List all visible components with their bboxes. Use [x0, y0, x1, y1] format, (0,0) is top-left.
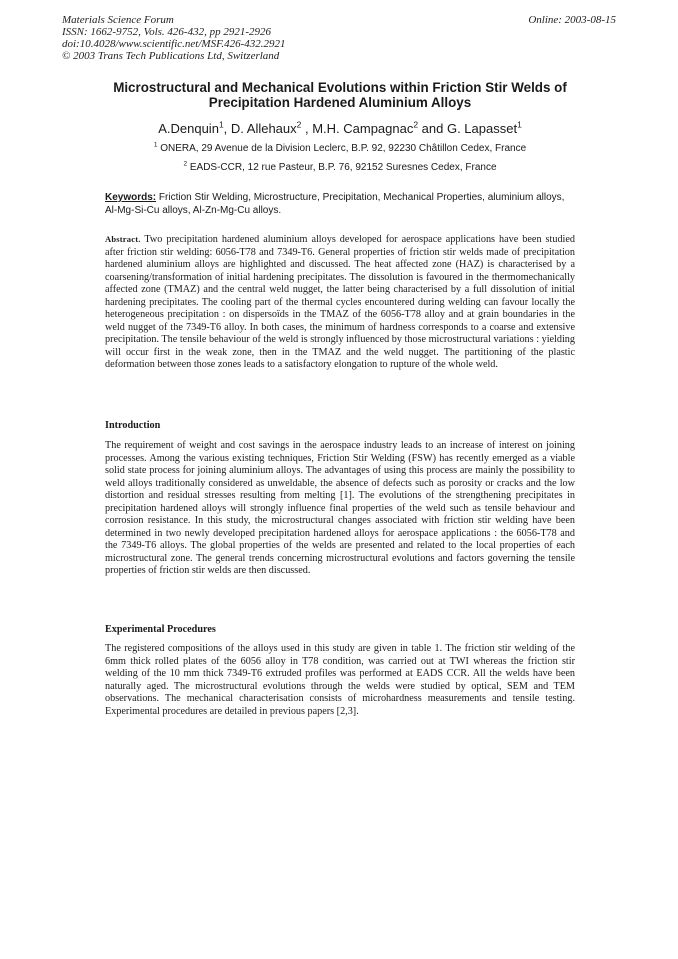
author-name: G. Lapasset [446, 121, 518, 136]
abstract [105, 233, 575, 372]
affiliation-number: 2 [183, 160, 188, 168]
paper-title: Microstructural and Mechanical Evolutions within Friction Stir Welds of Precipitation Hardened Aluminium Alloys [113, 80, 567, 110]
abstract-text: Two precipitation hardened aluminium alloys developed for aerospace applications have been studied after friction stir welding: 6056-T78 and 7349-T6. General properties of friction stir welds made of precipitation hardened aluminium alloys are highlighted and discussed. The heat affected zone (HAZ) is characterised by a coarsening/transformation of initial hardening precipitates. The dissolution is favoured in the thermomechanically affected zone (TMAZ) and the central weld nugget, the latter being characterised by a full dissolution of initial hardening precipitates. The cooling part of the thermal cycles encountered during welding can favour locally the heterogeneous precipitation : on dispersoïds in the TMAZ of the 6056-T78 alloy and at grain boundaries in the weld nugget of the 7349-T6 alloy. In both cases, the minimum of hardness corresponds to a coarse and extensive precipitation. The tensile behaviour of the weld is strongly influenced by those microstructural variations : yielding will occur first in the weak zone, then in the TMAZ and the weld nugget. The partitioning of the plastic deformation between those zones leads to a satisfactory elongation to rupture of the whole weld. [105, 234, 575, 370]
keywords-text: Friction Stir Welding, Microstructure, Precipitation, Mechanical Properties, aluminium alloys, Al-Mg-Si-Cu alloys, Al-Zn-Mg-Cu alloys. [105, 192, 565, 216]
author-affiliation-mark: 2 [296, 119, 302, 130]
introduction-heading: Introduction [105, 420, 161, 431]
keywords-block [105, 191, 575, 217]
author-name: D. Allehaux [230, 121, 297, 136]
journal-name: Materials Science Forum [62, 14, 174, 26]
affiliation-text: EADS-CCR, 12 rue Pasteur, B.P. 76, 92152 Suresnes Cedex, France [189, 162, 497, 173]
affiliation-text: ONERA, 29 Avenue de la Division Leclerc, B.P. 92, 92230 Châtillon Cedex, France [160, 143, 527, 154]
issn-line: ISSN: 1662-9752, Vols. 426-432, pp 2921-2926 [62, 26, 271, 38]
introduction-text: The requirement of weight and cost savings in the aerospace industry leads to an increase of interest on joining processes. Among the various existing techniques, Friction Stir Welding (FSW) has recently emerged as a viable solid state process for joining aluminium alloys. The advantages of using this process are mainly the possibility to weld alloys traditionally considered as unweldable, the absence of defects such as porosity or cracks and the low distortion and residual stresses resulting from melting [1]. The evolutions of the strengthening precipitates in precipitation hardened alloys will strongly influence final properties of the weld such as tensile behaviour and corrosion resistance. In this study, the microstructural changes associated with friction stir welding have been determined in two newly developed precipitation hardened alloys for aerospace applications : the 6056-T78 and the 7349-T6 alloys. The global properties of the welds are presented and related to the local properties of each microstructural zone. The general trends concerning microstructural evolutions and factors governing the tensile properties of friction stir welds are then discussed. [105, 440, 575, 576]
author-separator: , [223, 121, 231, 136]
author-affiliation-mark: 2 [413, 119, 419, 130]
affiliation-2 [60, 162, 620, 174]
author-affiliation-mark: 1 [517, 119, 522, 130]
journal-header [62, 14, 286, 62]
online-date: Online: 2003-08-15 [528, 14, 616, 26]
author-separator: and [418, 121, 447, 136]
copyright-line: © 2003 Trans Tech Publications Ltd, Switzerland [62, 50, 280, 62]
abstract-label: Abstract. [105, 234, 141, 244]
keywords-label: Keywords: [105, 192, 157, 203]
author-name: A.Denquin [158, 121, 219, 136]
experimental-heading: Experimental Procedures [105, 624, 216, 635]
affiliation-1 [60, 143, 620, 155]
affiliation-number: 1 [153, 141, 158, 149]
author-affiliation-mark: 1 [218, 119, 224, 130]
doi-line[interactable]: doi:10.4028/www.scientific.net/MSF.426-432.2921 [62, 38, 286, 50]
experimental-text: The registered compositions of the alloys used in this study are given in table 1. The friction stir welding of the 6mm thick rolled plates of the 6056 alloy in T78 condition, was carried out at TWI whereas the friction stir welding of the 10 mm thick 7349-T6 extruded profiles was performed at EADS CCR. All the welds have been naturally aged. The microstructural evolutions through the welds were studied by optical, SEM and TEM observations. The mechanical characterisation consists of microhardness measurements and tensile testing. Experimental procedures are detailed in previous papers [2,3]. [105, 643, 575, 717]
author-list [60, 121, 620, 137]
author-name: M.H. Campagnac [312, 121, 414, 136]
author-separator: , [301, 121, 313, 136]
